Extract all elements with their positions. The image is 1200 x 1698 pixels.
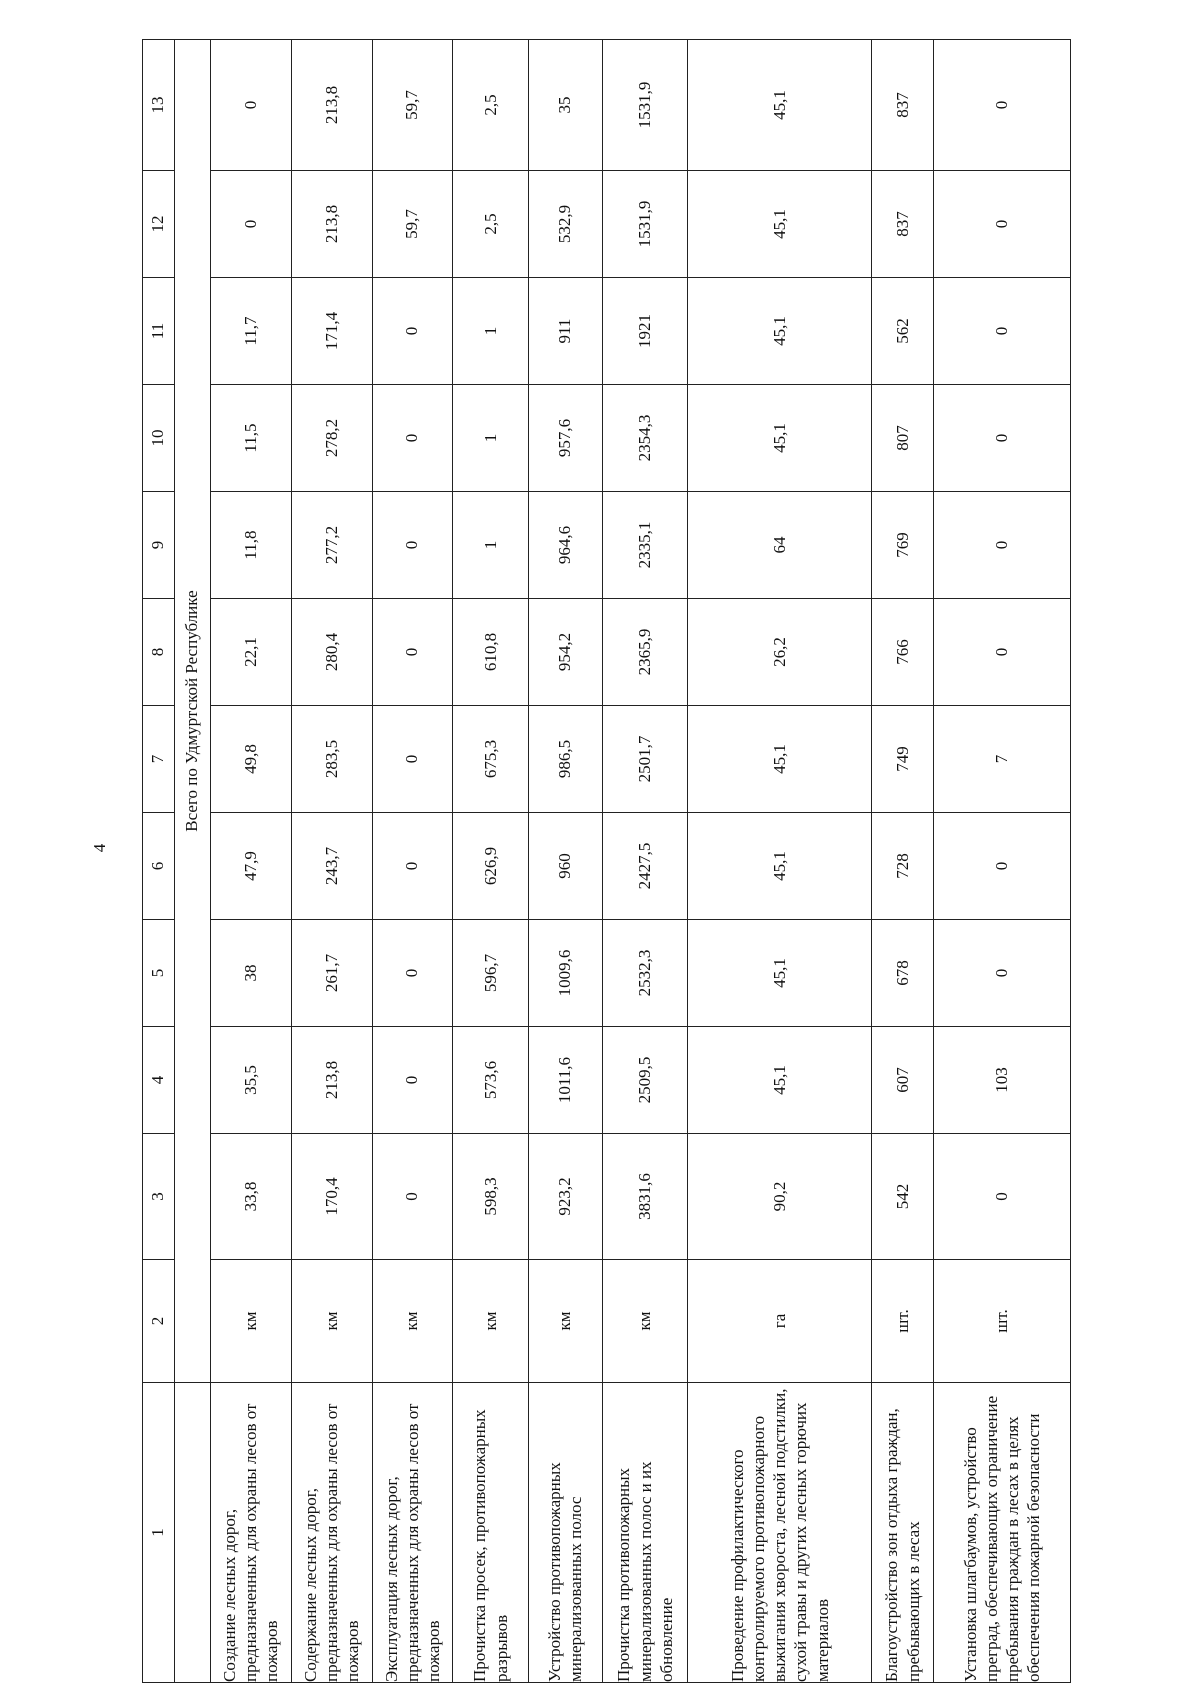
- value-cell: 837: [871, 171, 933, 278]
- value-cell: 562: [871, 278, 933, 385]
- value-cell: 2501,7: [603, 706, 688, 813]
- column-number: 1: [143, 1383, 175, 1683]
- value-cell: 0: [934, 599, 1071, 706]
- value-cell: 261,7: [291, 920, 372, 1027]
- value-cell: 0: [934, 492, 1071, 599]
- value-cell: 59,7: [372, 40, 453, 171]
- value-cell: 280,4: [291, 599, 372, 706]
- value-cell: 171,4: [291, 278, 372, 385]
- value-cell: 0: [372, 278, 453, 385]
- activity-name: Прочистка просек, противопожарных разрывов: [453, 1383, 528, 1683]
- value-cell: 90,2: [688, 1134, 872, 1260]
- unit-cell: км: [210, 1260, 291, 1383]
- unit-cell: км: [453, 1260, 528, 1383]
- value-cell: 1: [453, 278, 528, 385]
- value-cell: 59,7: [372, 171, 453, 278]
- value-cell: 1921: [603, 278, 688, 385]
- column-number: 6: [143, 813, 175, 920]
- value-cell: 2354,3: [603, 385, 688, 492]
- column-number-row: [143, 40, 175, 1683]
- value-cell: 213,8: [291, 1027, 372, 1134]
- value-cell: 2,5: [453, 40, 528, 171]
- value-cell: 542: [871, 1134, 933, 1260]
- value-cell: 1531,9: [603, 171, 688, 278]
- table-row: [372, 40, 453, 1683]
- value-cell: 986,5: [528, 706, 602, 813]
- rotated-table-container: [142, 40, 1071, 1683]
- activity-name: Создание лесных дорог, предназначенных для охраны лесов от пожаров: [210, 1383, 291, 1683]
- value-cell: 1: [453, 492, 528, 599]
- value-cell: 837: [871, 40, 933, 171]
- value-cell: 2509,5: [603, 1027, 688, 1134]
- value-cell: 957,6: [528, 385, 602, 492]
- activity-name: Проведение профилактического контролируемого противопожарного выжигания хвороста, лесной подстилки, сухой травы и других лесных горючих материалов: [688, 1383, 872, 1683]
- activity-name: Установка шлагбаумов, устройство преград, обеспечивающих ограничение пребывания граждан в лесах в целях обеспечения пожарной безопасности: [934, 1383, 1071, 1683]
- value-cell: 283,5: [291, 706, 372, 813]
- value-cell: 243,7: [291, 813, 372, 920]
- value-cell: 960: [528, 813, 602, 920]
- unit-cell: шт.: [934, 1260, 1071, 1383]
- value-cell: 1531,9: [603, 40, 688, 171]
- value-cell: 278,2: [291, 385, 372, 492]
- value-cell: 2532,3: [603, 920, 688, 1027]
- unit-cell: км: [603, 1260, 688, 1383]
- value-cell: 103: [934, 1027, 1071, 1134]
- value-cell: 728: [871, 813, 933, 920]
- value-cell: 35,5: [210, 1027, 291, 1134]
- column-number: 13: [143, 40, 175, 171]
- value-cell: 954,2: [528, 599, 602, 706]
- section-title-row: [174, 40, 210, 1683]
- value-cell: 2365,9: [603, 599, 688, 706]
- value-cell: 1: [453, 385, 528, 492]
- value-cell: 22,1: [210, 599, 291, 706]
- value-cell: 3831,6: [603, 1134, 688, 1260]
- value-cell: 0: [934, 920, 1071, 1027]
- column-number: 11: [143, 278, 175, 385]
- value-cell: 1011,6: [528, 1027, 602, 1134]
- value-cell: 0: [372, 492, 453, 599]
- column-number: 8: [143, 599, 175, 706]
- table-row: [934, 40, 1071, 1683]
- value-cell: 0: [372, 385, 453, 492]
- value-cell: 0: [934, 813, 1071, 920]
- value-cell: 626,9: [453, 813, 528, 920]
- value-cell: 33,8: [210, 1134, 291, 1260]
- activity-name: Прочистка противопожарных минерализованных полос и их обновление: [603, 1383, 688, 1683]
- value-cell: 0: [210, 171, 291, 278]
- value-cell: 964,6: [528, 492, 602, 599]
- value-cell: 0: [372, 813, 453, 920]
- value-cell: 0: [372, 920, 453, 1027]
- value-cell: 0: [934, 278, 1071, 385]
- value-cell: 45,1: [688, 171, 872, 278]
- column-number: 4: [143, 1027, 175, 1134]
- value-cell: 769: [871, 492, 933, 599]
- value-cell: 11,5: [210, 385, 291, 492]
- unit-cell: км: [291, 1260, 372, 1383]
- activity-name: Устройство противопожарных минерализованных полос: [528, 1383, 602, 1683]
- table-row: [210, 40, 291, 1683]
- column-number: 5: [143, 920, 175, 1027]
- value-cell: 2,5: [453, 171, 528, 278]
- table-row: [603, 40, 688, 1683]
- value-cell: 0: [372, 1027, 453, 1134]
- value-cell: 0: [372, 706, 453, 813]
- value-cell: 675,3: [453, 706, 528, 813]
- value-cell: 26,2: [688, 599, 872, 706]
- value-cell: 45,1: [688, 278, 872, 385]
- column-number: 10: [143, 385, 175, 492]
- value-cell: 45,1: [688, 385, 872, 492]
- table-row: [291, 40, 372, 1683]
- value-cell: 573,6: [453, 1027, 528, 1134]
- column-number: 9: [143, 492, 175, 599]
- activity-name: Благоустройство зон отдыха граждан, пребывающих в лесах: [871, 1383, 933, 1683]
- table-row: [528, 40, 602, 1683]
- fire-protection-table: [142, 39, 1071, 1683]
- value-cell: 170,4: [291, 1134, 372, 1260]
- value-cell: 607: [871, 1027, 933, 1134]
- value-cell: 45,1: [688, 813, 872, 920]
- value-cell: 2335,1: [603, 492, 688, 599]
- value-cell: 678: [871, 920, 933, 1027]
- value-cell: 7: [934, 706, 1071, 813]
- column-number: 12: [143, 171, 175, 278]
- value-cell: 0: [934, 1134, 1071, 1260]
- unit-cell: км: [528, 1260, 602, 1383]
- value-cell: 2427,5: [603, 813, 688, 920]
- value-cell: 911: [528, 278, 602, 385]
- table-row: [453, 40, 528, 1683]
- value-cell: 766: [871, 599, 933, 706]
- value-cell: 45,1: [688, 1027, 872, 1134]
- value-cell: 0: [934, 171, 1071, 278]
- value-cell: 923,2: [528, 1134, 602, 1260]
- table-row: [871, 40, 933, 1683]
- activity-name: Содержание лесных дорог, предназначенных для охраны лесов от пожаров: [291, 1383, 372, 1683]
- value-cell: 213,8: [291, 40, 372, 171]
- unit-cell: км: [372, 1260, 453, 1383]
- column-number: 2: [143, 1260, 175, 1383]
- value-cell: 610,8: [453, 599, 528, 706]
- value-cell: 45,1: [688, 706, 872, 813]
- unit-cell: шт.: [871, 1260, 933, 1383]
- section-title: Всего по Удмуртской Республике: [174, 40, 210, 1383]
- value-cell: 807: [871, 385, 933, 492]
- page-number: 4: [90, 843, 109, 853]
- unit-cell: га: [688, 1260, 872, 1383]
- value-cell: 11,8: [210, 492, 291, 599]
- value-cell: 532,9: [528, 171, 602, 278]
- value-cell: 0: [934, 40, 1071, 171]
- column-number: 3: [143, 1134, 175, 1260]
- value-cell: 0: [372, 1134, 453, 1260]
- value-cell: 47,9: [210, 813, 291, 920]
- value-cell: 45,1: [688, 920, 872, 1027]
- value-cell: 11,7: [210, 278, 291, 385]
- value-cell: 0: [934, 385, 1071, 492]
- value-cell: 45,1: [688, 40, 872, 171]
- value-cell: 1009,6: [528, 920, 602, 1027]
- activity-name: Эксплуатация лесных дорог, предназначенных для охраны лесов от пожаров: [372, 1383, 453, 1683]
- value-cell: 277,2: [291, 492, 372, 599]
- section-spacer: [174, 1383, 210, 1683]
- value-cell: 38: [210, 920, 291, 1027]
- value-cell: 0: [210, 40, 291, 171]
- value-cell: 64: [688, 492, 872, 599]
- table-row: [688, 40, 872, 1683]
- column-number: 7: [143, 706, 175, 813]
- value-cell: 213,8: [291, 171, 372, 278]
- value-cell: 0: [372, 599, 453, 706]
- value-cell: 598,3: [453, 1134, 528, 1260]
- value-cell: 596,7: [453, 920, 528, 1027]
- value-cell: 749: [871, 706, 933, 813]
- value-cell: 49,8: [210, 706, 291, 813]
- value-cell: 35: [528, 40, 602, 171]
